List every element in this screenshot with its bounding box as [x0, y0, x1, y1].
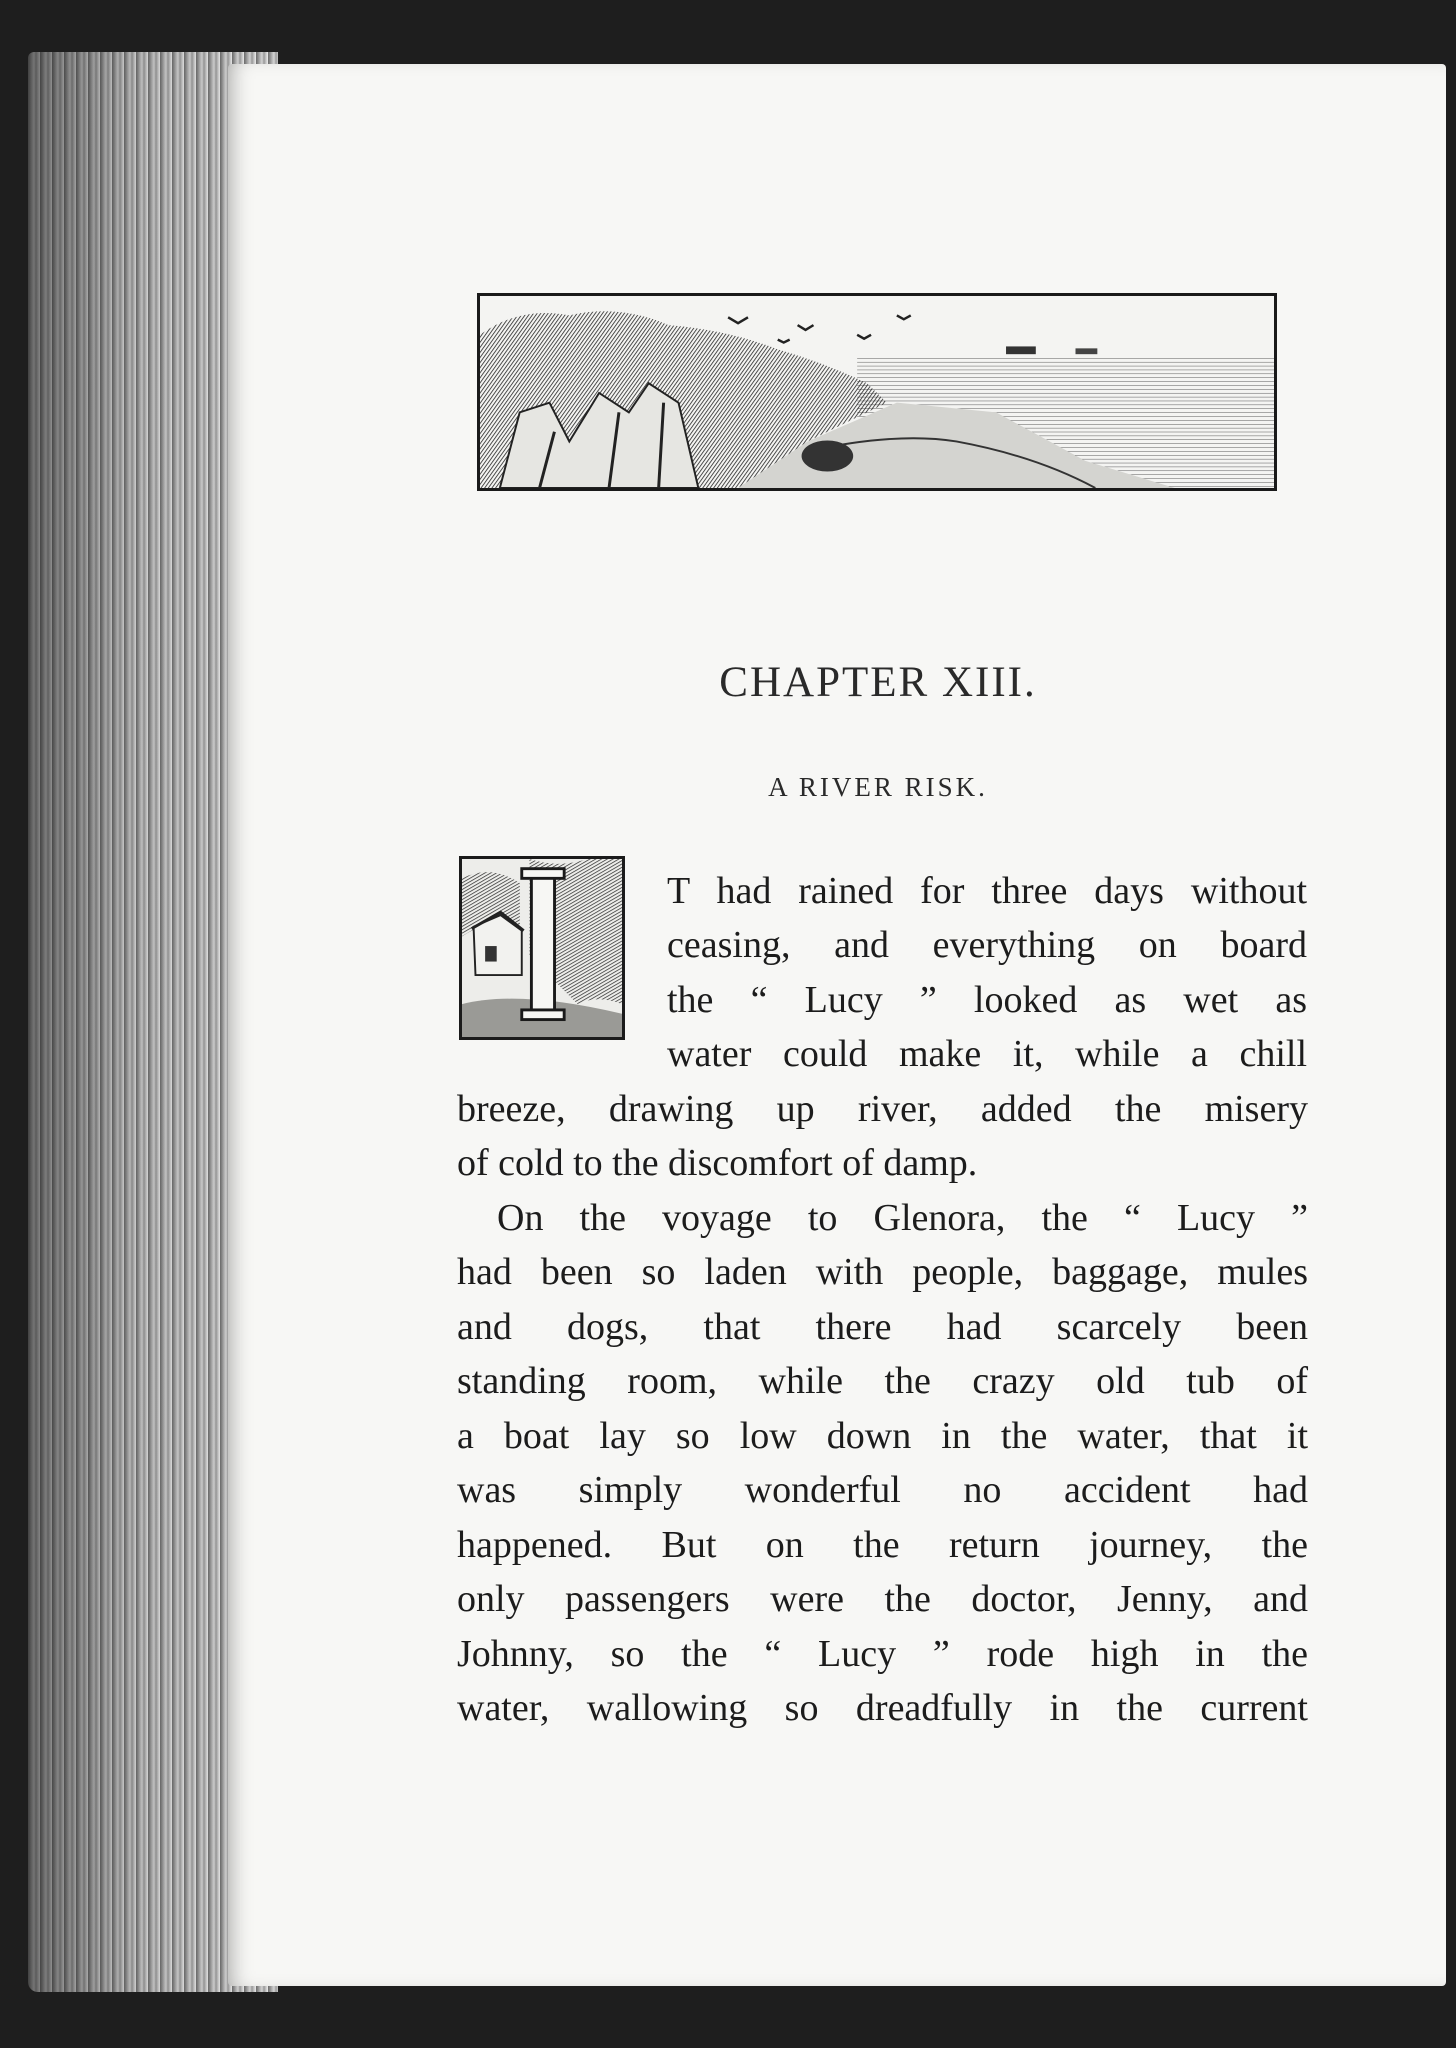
body-text-line: the “ Lucy ” looked as wet as — [667, 979, 1307, 1021]
chapter-subtitle: A RIVER RISK. — [768, 772, 988, 802]
body-text-line: water, wallowing so dreadfully in the current — [457, 1687, 1308, 1729]
body-text-line: Johnny, so the “ Lucy ” rode high in the — [457, 1633, 1308, 1675]
body-text-line: and dogs, that there had scarcely been — [457, 1306, 1308, 1348]
body-text-line: ceasing, and everything on board — [667, 924, 1307, 966]
body-text-line: T had rained for three days without — [667, 870, 1307, 912]
decorated-initial-illustration — [459, 856, 625, 1040]
body-text-line: water could make it, while a chill — [667, 1033, 1307, 1075]
chapter-title: CHAPTER XIII. — [719, 659, 1037, 706]
body-text-line: standing room, while the crazy old tub of — [457, 1360, 1308, 1402]
body-text-line: was simply wonderful no accident had — [457, 1469, 1308, 1511]
body-text-line: only passengers were the doctor, Jenny, and — [457, 1578, 1308, 1620]
body-text-line: breeze, drawing up river, added the misery — [457, 1088, 1308, 1130]
body-text-line: of cold to the discomfort of damp. — [457, 1142, 978, 1184]
body-text-line: happened. But on the return journey, the — [457, 1524, 1308, 1566]
body-text-line: a boat lay so low down in the water, that it — [457, 1415, 1308, 1457]
body-text-line: had been so laden with people, baggage, mules — [457, 1251, 1308, 1293]
body-text-line: On the voyage to Glenora, the “ Lucy ” — [497, 1197, 1308, 1239]
coastline-engraving — [480, 296, 1274, 488]
headpiece-illustration — [477, 293, 1277, 491]
initial-letter-engraving — [462, 859, 622, 1037]
